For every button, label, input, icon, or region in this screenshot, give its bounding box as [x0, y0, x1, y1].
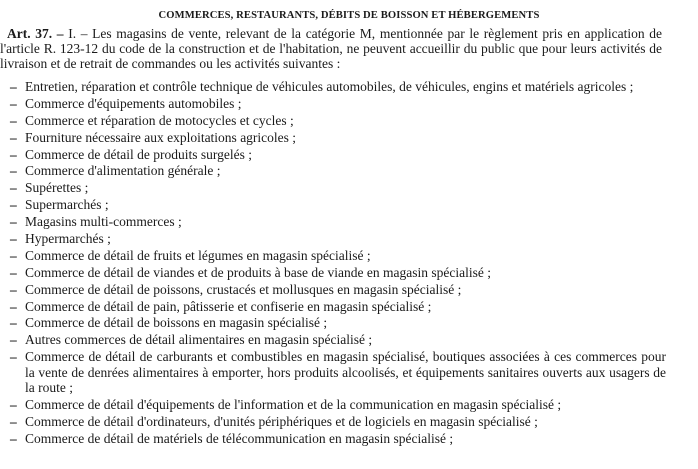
list-dash: –: [10, 163, 17, 179]
list-item: [10, 282, 666, 298]
list-dash: –: [10, 397, 17, 413]
article-number: Art. 37.: [7, 26, 53, 41]
article-text: I. – Les magasins de vente, relevant de la catégorie M, mentionnée par le règlement pris en application de l'article R. 123-12 du code de la construction et de l'habitation, ne peuvent accueillir du public que pour leurs activités de livraison et de retrait de commandes ou les activités suivantes :: [0, 26, 663, 71]
list-item: [10, 79, 666, 95]
list-dash: –: [10, 247, 17, 263]
list-item-text: Supermarchés ;: [25, 197, 109, 213]
list-dash: –: [10, 332, 17, 348]
list-dash: –: [10, 129, 17, 145]
list-item-text: Commerce et réparation de motocycles et cycles ;: [25, 112, 294, 128]
list-dash: –: [10, 180, 17, 196]
list-item-text: Commerce d'équipements automobiles ;: [25, 95, 242, 111]
article-dash: –: [56, 26, 64, 41]
list-item: [10, 96, 666, 112]
activities-list: [10, 79, 666, 448]
list-item-text: Commerce de détail de viandes et de produits à base de viande en magasin spécialisé ;: [25, 264, 491, 280]
list-item: [10, 397, 666, 413]
list-item: [10, 147, 666, 163]
list-item: [10, 197, 666, 213]
list-item-text: Commerce de détail d'ordinateurs, d'unités périphériques et de logiciels en magasin spécialisé ;: [25, 414, 538, 430]
list-dash: –: [10, 146, 17, 162]
list-item-text: Commerce de détail de carburants et combustibles en magasin spécialisé, boutiques associées à ces commerces pour la vente de denrées alimentaires à emporter, hors produits alcoolisés, et équipements sanitaires ouverts aux usagers de la route ;: [25, 349, 666, 396]
list-item-text: Supérettes ;: [25, 180, 89, 196]
list-item-text: Commerce de détail de produits surgelés ;: [25, 146, 252, 162]
list-dash: –: [10, 281, 17, 297]
list-dash: –: [10, 197, 17, 213]
list-item-text: Magasins multi-commerces ;: [25, 214, 182, 230]
section-heading: COMMERCES, RESTAURANTS, DÉBITS DE BOISSON ET HÉBERGEMENTS: [158, 10, 540, 21]
list-dash: –: [10, 95, 17, 111]
list-item: [10, 214, 666, 230]
list-item: [10, 180, 666, 196]
list-item: [10, 248, 666, 264]
list-item: [10, 431, 666, 447]
list-item-text: Commerce de détail de matériels de télécommunication en magasin spécialisé ;: [25, 431, 454, 447]
list-dash: –: [10, 315, 17, 331]
list-dash: –: [10, 214, 17, 230]
list-item-text: Fourniture nécessaire aux exploitations agricoles ;: [25, 129, 297, 145]
list-item-text: Commerce de détail d'équipements de l'information et de la communication en magasin spécialisé ;: [25, 397, 562, 413]
list-item: [10, 414, 666, 430]
list-item-text: Commerce d'alimentation générale ;: [25, 163, 221, 179]
article-paragraph: [0, 26, 662, 71]
list-item-text: Autres commerces de détail alimentaires en magasin spécialisé ;: [25, 332, 373, 348]
list-dash: –: [10, 231, 17, 247]
list-dash: –: [10, 431, 17, 447]
list-item-text: Commerce de détail de boissons en magasin spécialisé ;: [25, 315, 328, 331]
list-dash: –: [10, 414, 17, 430]
list-item: [10, 332, 666, 348]
list-item-text: Hypermarchés ;: [25, 231, 111, 247]
list-item-text: Commerce de détail de poissons, crustacés et mollusques en magasin spécialisé ;: [25, 281, 462, 297]
list-dash: –: [10, 349, 17, 365]
list-item: [10, 265, 666, 281]
list-item: [10, 349, 666, 396]
list-dash: –: [10, 112, 17, 128]
list-item-text: Commerce de détail de fruits et légumes en magasin spécialisé ;: [25, 247, 371, 263]
list-item: [10, 130, 666, 146]
list-dash: –: [10, 298, 17, 314]
list-item-text: Commerce de détail de pain, pâtisserie et confiserie en magasin spécialisé ;: [25, 298, 432, 314]
list-item: [10, 163, 666, 179]
list-dash: –: [10, 264, 17, 280]
list-item: [10, 231, 666, 247]
list-item-text: Entretien, réparation et contrôle technique de véhicules automobiles, de véhicules, engins et matériels agricoles ;: [25, 79, 634, 94]
list-dash: –: [10, 79, 17, 94]
list-item: [10, 299, 666, 315]
list-item: [10, 113, 666, 129]
list-item: [10, 315, 666, 331]
